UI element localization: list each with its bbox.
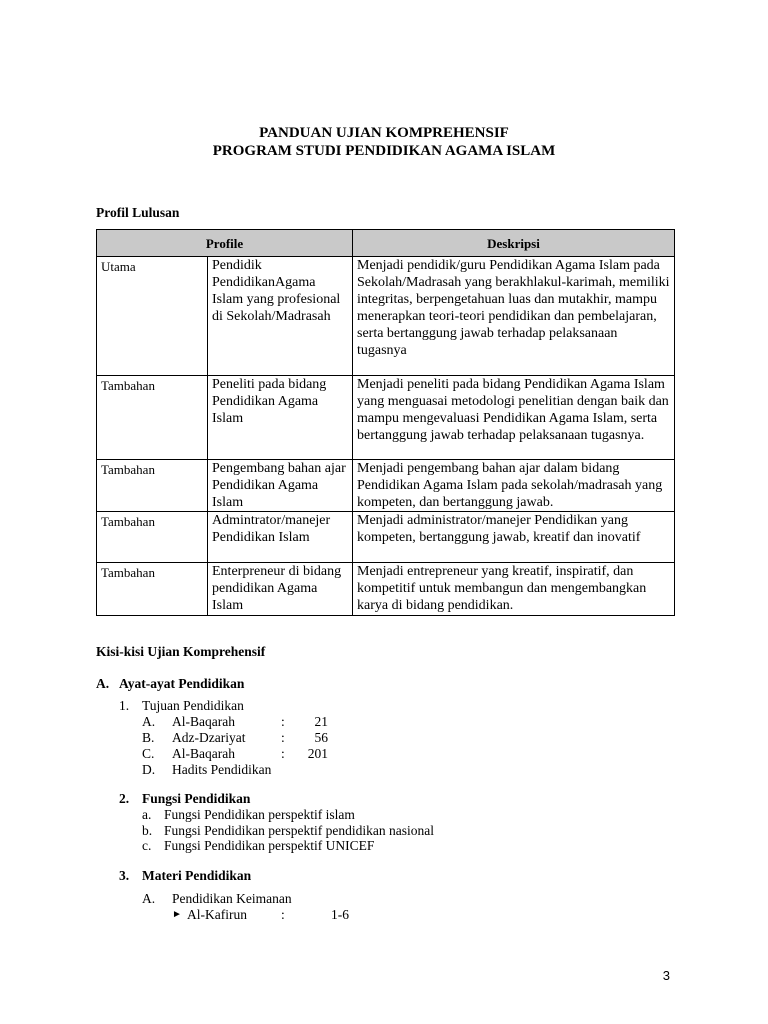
kisi-heading: Kisi-kisi Ujian Komprehensif — [96, 644, 266, 659]
item1-title: Tujuan Pendidikan — [142, 698, 244, 713]
entry-num: 201 — [307, 746, 328, 761]
entry-num: 56 — [314, 730, 328, 745]
item3-sub-title: Pendidikan Keimanan — [172, 891, 292, 906]
document-title-line2: PROGRAM STUDI PENDIDIKAN AGAMA ISLAM — [212, 143, 556, 159]
entry-marker: B. — [142, 730, 155, 745]
item3-marker: 3. — [119, 868, 130, 883]
page-number: 3 — [662, 968, 670, 983]
entry-name: Hadits Pendidikan — [172, 762, 272, 777]
entry-num: 21 — [314, 714, 328, 729]
entry-text: Fungsi Pendidikan perspektif pendidikan nasional — [164, 823, 434, 838]
entry-marker: C. — [142, 746, 155, 761]
table-row — [97, 563, 675, 616]
bullet-sep: : — [281, 907, 285, 922]
entry-name: Al-Baqarah — [172, 746, 235, 761]
item2-title: Fungsi Pendidikan — [142, 791, 251, 806]
table-row — [97, 257, 675, 376]
row-desc: Menjadi peneliti pada bidang Pendidikan Agama Islam yang menguasai metodologi penelitian dengan baik dan mampu mengevaluasi Pendidikan Agama Islam, serta bertanggung jawab terhadap pelaksanaan tugasnya. — [353, 376, 675, 460]
row-desc: Menjadi administrator/manejer Pendidikan yang kompeten, bertanggung jawab, kreatif dan inovatif — [353, 512, 675, 563]
row-kind: Tambahan — [97, 563, 208, 616]
item2-marker: 2. — [119, 791, 130, 806]
row-desc: Menjadi pendidik/guru Pendidikan Agama Islam pada Sekolah/Madrasah yang berakhlakul-karimah, memiliki integritas, berpengetahuan luas dan mutakhir, mampu menerapkan teori-teori pendidikan dan pembelajaran, serta bertanggung jawab terhadap pelaksanaan tugasnya — [353, 257, 675, 376]
row-profile: Enterpreneur di bidang pendidikan Agama Islam — [208, 563, 353, 616]
entry-text: Fungsi Pendidikan perspektif islam — [164, 807, 355, 822]
row-profile: Pendidik PendidikanAgama Islam yang profesional di Sekolah/Madrasah — [208, 257, 353, 376]
item3-sub-marker: A. — [142, 891, 156, 906]
table-header-row — [97, 230, 675, 257]
row-profile: Peneliti pada bidang Pendidikan Agama Islam — [208, 376, 353, 460]
entry-sep: : — [281, 730, 285, 745]
row-profile: Admintrator/manejer Pendidikan Islam — [208, 512, 353, 563]
arrow-bullet-icon: ► — [172, 909, 182, 920]
section-a-marker: A. — [96, 676, 110, 691]
row-kind: Utama — [97, 257, 208, 376]
row-kind: Tambahan — [97, 512, 208, 563]
entry-marker: c. — [142, 838, 152, 853]
entry-name: Adz-Dzariyat — [172, 730, 246, 745]
document-title-line1: PANDUAN UJIAN KOMPREHENSIF — [259, 125, 509, 141]
row-desc: Menjadi entrepreneur yang kreatif, inspiratif, dan kompetitif untuk membangun dan mengembangkan karya di bidang pendidikan. — [353, 563, 675, 616]
row-kind: Tambahan — [97, 460, 208, 512]
entry-sep: : — [281, 746, 285, 761]
entry-marker: A. — [142, 714, 156, 729]
row-desc: Menjadi pengembang bahan ajar dalam bidang Pendidikan Agama Islam pada sekolah/madrasah yang kompeten, dan bertanggung jawab. — [353, 460, 675, 512]
entry-marker: D. — [142, 762, 156, 777]
entry-sep: : — [281, 714, 285, 729]
table-row — [97, 376, 675, 460]
header-deskripsi: Deskripsi — [353, 230, 675, 257]
row-profile: Pengembang bahan ajar Pendidikan Agama Islam — [208, 460, 353, 512]
header-profile: Profile — [97, 230, 353, 257]
entry-text: Fungsi Pendidikan perspektif UNICEF — [164, 838, 375, 853]
profil-table — [96, 229, 675, 616]
table-row — [97, 512, 675, 563]
table-row — [97, 460, 675, 512]
bullet-num: 1-6 — [331, 907, 349, 922]
bullet-name: Al-Kafirun — [187, 907, 247, 922]
entry-marker: b. — [142, 823, 153, 838]
item1-marker: 1. — [119, 698, 130, 713]
row-kind: Tambahan — [97, 376, 208, 460]
entry-marker: a. — [142, 807, 152, 822]
section-a-title: Ayat-ayat Pendidikan — [119, 676, 245, 691]
profil-heading: Profil Lulusan — [96, 205, 180, 220]
item3-title: Materi Pendidikan — [142, 868, 252, 883]
entry-name: Al-Baqarah — [172, 714, 235, 729]
